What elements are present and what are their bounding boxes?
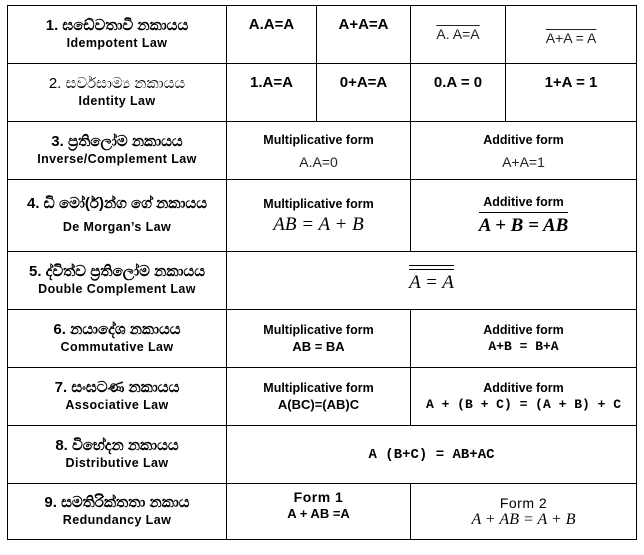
law-title-sinhala: 7. සංඝටණ නකායය [54,379,180,396]
expr-text: A+A=A [338,16,389,33]
law-name-cell [8,180,227,252]
form-expression: A (B+C) = AB+AC [368,447,495,463]
law-name-cell [8,64,227,122]
form-title: Multiplicative form [263,132,374,147]
law-title-english: Idempotent Law [66,36,168,50]
form-title: Multiplicative form [263,196,374,211]
expression-cell [227,252,637,310]
expression-cell [227,426,637,484]
form-title: Multiplicative form [263,381,374,395]
expr-cell [411,64,506,122]
expr-text: A+A = A [545,29,597,46]
form-title: Additive form [483,132,564,147]
law-title-sinhala: 4. ඩි මෝ(ර්)න්ග ගේ නකායය [26,195,207,212]
law-title-english: Associative Law [65,398,169,412]
additive-form-cell [411,368,637,426]
expr-cell [506,6,637,64]
multiplicative-form-cell [227,368,411,426]
form-expression: A = A [409,268,454,294]
law-title-sinhala: 8. විභේදන නකායය [55,437,179,454]
law-title-english: Distributive Law [65,456,169,470]
expr-text: 0.A = 0 [433,74,483,91]
boolean-laws-table [7,5,637,540]
law-title-english: Inverse/Complement Law [37,152,197,166]
law-title-sinhala: 2. සර්වසාම්‍ය නකායය [48,75,186,92]
form-expression: A+B = B+A [488,339,559,354]
expr-cell [317,6,411,64]
additive-form-cell [411,122,637,180]
form-expression: A + B = AB [479,212,569,237]
expr-cell [317,64,411,122]
law-title-english: Identity Law [78,94,156,108]
form-expression: A.A=0 [299,153,338,170]
additive-form-cell [411,310,637,368]
law-title-english: Redundancy Law [62,513,172,527]
law-name-cell [8,6,227,64]
law-row-associative [8,368,637,426]
form-title: Form 2 [499,494,548,511]
form-expression: AB = A + B [273,213,364,235]
law-row-redundancy [8,484,637,540]
law-title-english: Commutative Law [60,340,174,354]
law-name-cell [8,484,227,540]
additive-form-cell [411,180,637,252]
expr-text: 1.A=A [250,74,293,91]
form-expression: A+A=1 [502,153,545,170]
form-expression: A + (B + C) = (A + B) + C [425,397,622,412]
expr-cell [506,64,637,122]
law-name-cell [8,252,227,310]
form-title: Form 1 [293,489,344,505]
expr-text: 1+A = 1 [544,74,598,91]
law-row-idempotent [8,6,637,64]
form-title: Multiplicative form [263,323,374,337]
law-row-inverse [8,122,637,180]
law-row-commutative [8,310,637,368]
multiplicative-form-cell [227,180,411,252]
expr-text: 0+A=A [339,74,388,91]
expr-cell [227,64,317,122]
law-row-identity [8,64,637,122]
form-expression: AB = BA [292,339,345,354]
form-expression: A + AB = A + B [471,510,576,528]
form-expression: A + AB =A [287,506,350,521]
law-row-distributive [8,426,637,484]
form-expression: A(BC)=(AB)C [277,397,360,412]
law-title-sinhala: 5. ද්විත්ව ප්‍රතිලෝම නකායය [28,263,205,280]
law-row-de-morgan [8,180,637,252]
form-title: Additive form [483,195,564,209]
law-title-english: De Morgan’s Law [62,220,172,234]
law-name-cell [8,368,227,426]
law-name-cell [8,310,227,368]
expr-text: A.A=A [248,16,295,33]
law-title-english: Double Complement Law [38,282,196,296]
form-2-cell [411,484,637,540]
expr-text: A. A=A [436,25,480,42]
law-name-cell [8,122,227,180]
multiplicative-form-cell [227,310,411,368]
law-title-sinhala: 6. නයාදේශ නකායය [53,321,181,338]
law-title-sinhala: 3. ප්‍රතිලෝම නකායය [51,133,183,150]
form-title: Additive form [483,381,564,395]
form-title: Additive form [483,323,564,337]
law-title-sinhala: 1. ඝඩේවතාවී නකායය [45,17,189,34]
expr-cell [227,6,317,64]
law-title-sinhala: 9. සමතිරික්තතා නකාය [44,494,190,511]
law-row-double-complement [8,252,637,310]
law-name-cell [8,426,227,484]
expr-cell [411,6,506,64]
multiplicative-form-cell [227,122,411,180]
form-1-cell [227,484,411,540]
